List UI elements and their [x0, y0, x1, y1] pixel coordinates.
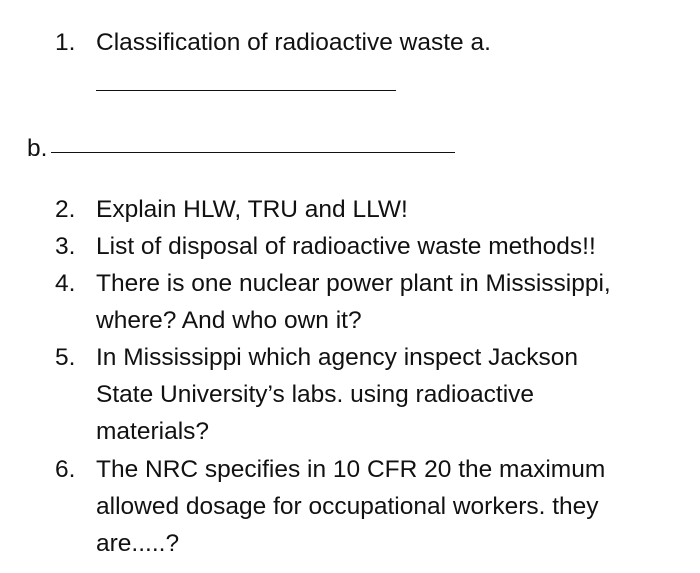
question-3-text: List of disposal of radioactive waste methods!! [96, 233, 596, 260]
answer-blank-a [96, 90, 396, 91]
question-1-text: Classification of radioactive waste a. [96, 29, 491, 56]
question-3-number: 3. [55, 233, 76, 260]
question-6-line-1: The NRC specifies in 10 CFR 20 the maximum [96, 456, 606, 483]
question-5-number: 5. [55, 344, 76, 371]
answer-blank-b [51, 152, 455, 153]
question-6-line-3: are.....? [96, 530, 180, 557]
question-2-text: Explain HLW, TRU and LLW! [96, 196, 408, 223]
question-6-number: 6. [55, 456, 76, 483]
question-2-number: 2. [55, 196, 76, 223]
question-4-line-2: where? And who own it? [96, 307, 362, 334]
question-5-line-2: State University’s labs. using radioactive [96, 381, 535, 408]
question-5-line-1: In Mississippi which agency inspect Jackson [96, 344, 579, 371]
question-5-line-3: materials? [96, 418, 210, 445]
sub-item-b-label: b. [27, 135, 48, 162]
question-4-number: 4. [55, 270, 76, 297]
question-4-line-1: There is one nuclear power plant in Mississippi, [96, 270, 611, 297]
question-6-line-2: allowed dosage for occupational workers. they [96, 493, 599, 520]
question-1-number: 1. [55, 29, 76, 56]
